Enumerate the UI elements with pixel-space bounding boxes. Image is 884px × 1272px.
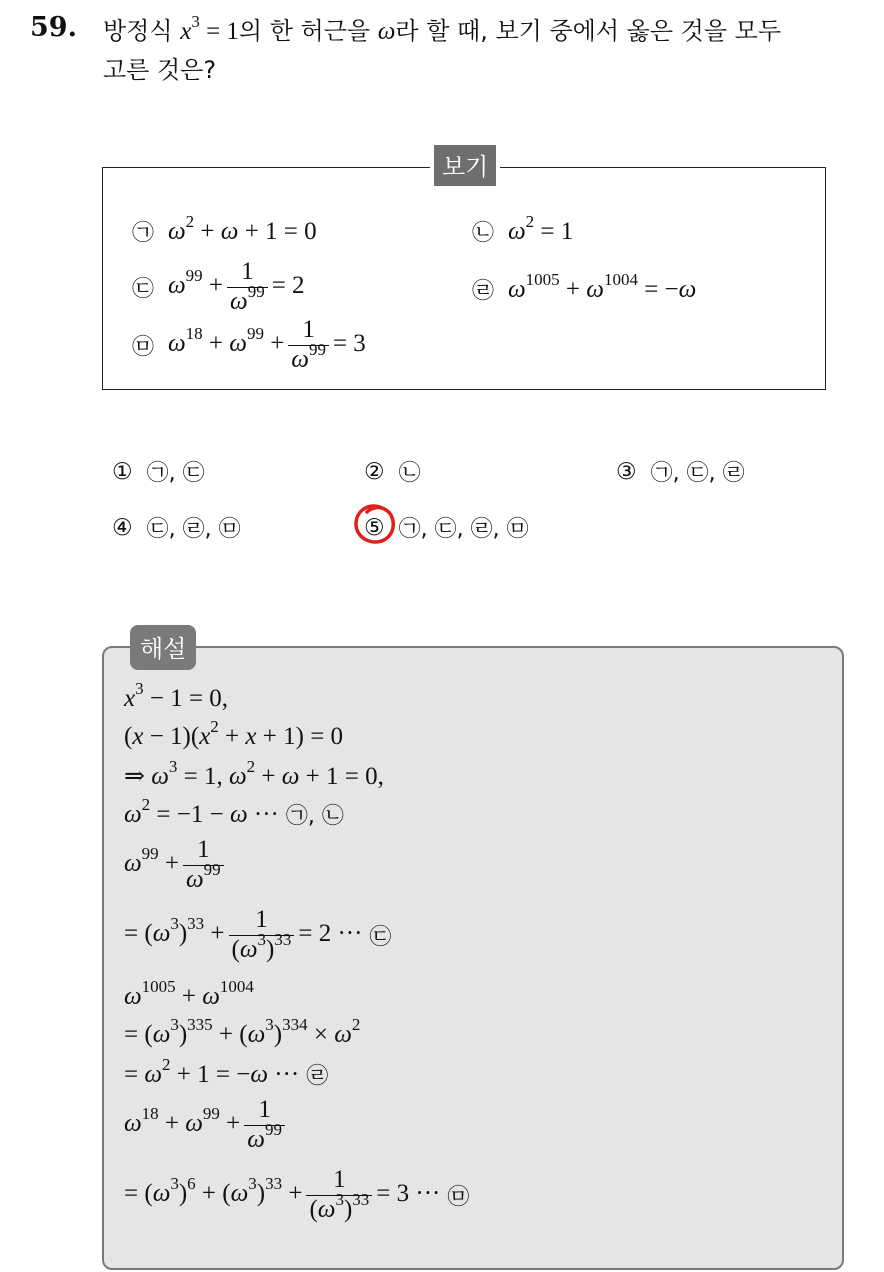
solution-line-1: $x^3 - 1 = 0$, xyxy=(124,679,229,712)
question-mid: 의 한 허근을 xyxy=(238,17,371,45)
answer-mark-circle xyxy=(352,500,400,548)
choice-3[interactable]: ③ ㉠, ㉢, ㉣ xyxy=(616,458,745,486)
bogi-expr-3: $\omega^{99}$ + $\frac{1}{\omega^{99}}$ = 2 xyxy=(168,258,305,315)
choice-4[interactable]: ④ ㉢, ㉣, ㉤ xyxy=(112,514,241,542)
question-pre: 방정식 xyxy=(103,17,173,45)
bogi-item-2 xyxy=(472,211,574,247)
choice-5[interactable]: ⑤ ㉠, ㉢, ㉣, ㉤ xyxy=(364,514,529,542)
question-equation: $x^3 = 1$ xyxy=(180,12,239,45)
question-number: 59. xyxy=(30,12,77,43)
bogi-item-4 xyxy=(472,269,697,305)
solution-line-2: $(x - 1)(x^2 + x + 1) = 0$ xyxy=(124,717,344,750)
bogi-expr-4: $\omega^{1005} + \omega^{1004} = -\omega$ xyxy=(508,269,697,303)
marker-giyeok: ㉠ xyxy=(132,221,155,246)
question-post: 라 할 때, 보기 중에서 옳은 것을 모두 xyxy=(395,17,782,45)
solution-line-6: = $(\omega^3)^{33}$ + $\frac{1}{(\omega^3)^{33}}$ = 2 ··· ㉢ xyxy=(124,906,392,963)
solution-line-7: $\omega^{1005} + \omega^{1004}$ xyxy=(124,977,254,1010)
marker-digeut: ㉢ xyxy=(132,276,155,302)
marker-nieun: ㉡ xyxy=(472,221,495,246)
marker-mieum: ㉤ xyxy=(132,334,155,360)
marker-rieul: ㉣ xyxy=(472,279,495,304)
bogi-expr-1: $\omega^2 + \omega + 1 = 0$ xyxy=(168,211,317,245)
solution-line-5: $\omega^{99}$ + $\frac{1}{\omega^{99}}$ xyxy=(124,836,228,895)
bogi-expr-2: $\omega^2 = 1$ xyxy=(508,211,574,245)
choice-1[interactable]: ① ㉠, ㉢ xyxy=(112,458,205,486)
solution-line-9: = $\omega^2 + 1 = -\omega$ ··· ㉣ xyxy=(124,1054,329,1089)
bogi-item-1 xyxy=(132,211,317,247)
solution-line-11: = $(\omega^3)^6 + (\omega^3)^{33}$ + $\frac{1}{(\omega^3)^{33}}$ = 3 ··· ㉤ xyxy=(124,1166,470,1223)
choice-2[interactable]: ② ㉡ xyxy=(364,458,421,486)
bogi-item-5 xyxy=(132,316,366,375)
bogi-label: 보기 xyxy=(430,145,500,186)
bogi-item-3 xyxy=(132,258,305,317)
bogi-expr-5: $\omega^{18} + \omega^{99}$ + $\frac{1}{\omega^{99}}$ = 3 xyxy=(168,316,366,373)
solution-line-8: = $(\omega^3)^{335} + (\omega^3)^{334} \times \omega^2$ xyxy=(124,1015,361,1048)
solution-line-10: $\omega^{18} + \omega^{99}$ + $\frac{1}{\omega^{99}}$ xyxy=(124,1096,289,1155)
solution-line-3: ⇒ $\omega^3 = 1$, $\omega^2 + \omega + 1 = 0$, xyxy=(124,757,384,790)
solution-label: 해설 xyxy=(130,625,196,670)
omega-symbol: ω xyxy=(377,18,396,45)
question-line2: 고른 것은? xyxy=(103,56,217,84)
solution-line-4: $\omega^2 = -1 - \omega$ ··· ㉠, ㉡ xyxy=(124,794,344,829)
question-text xyxy=(103,12,863,89)
